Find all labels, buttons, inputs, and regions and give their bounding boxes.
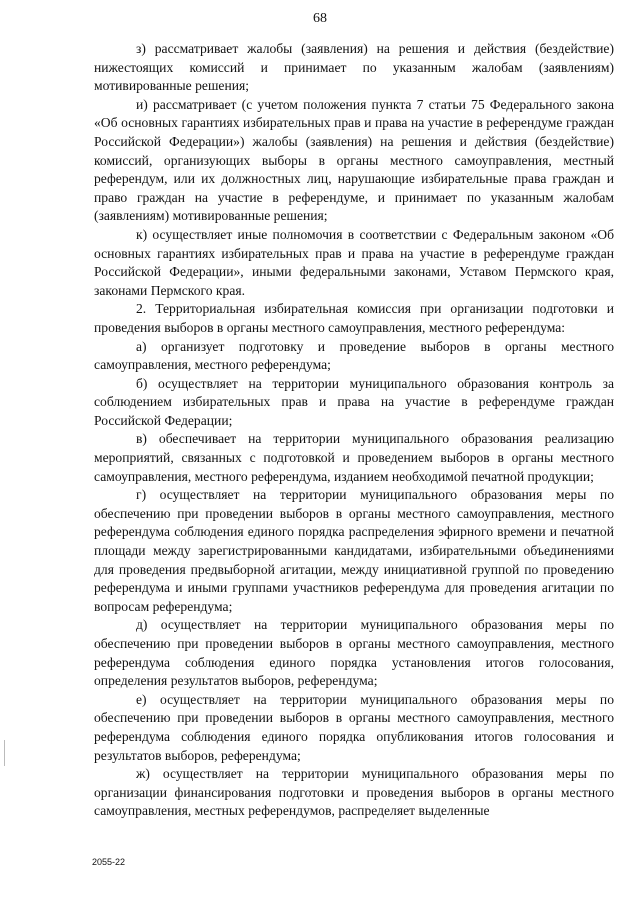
footer-document-code: 2055-22 [92,857,126,867]
paragraph-i: и) рассматривает (с учетом положения пункта 7 статьи 75 Федерального закона «Об основных гарантиях избирательных прав и права на участие в референдуме граждан Российской Федерации») жалобы (заявления) на решения и действия (бездействие) комиссий, организующих выборы в органы местного самоуправления, местный референдум, или их должностных лиц, нарушающие избирательные права граждан и право граждан на участие в референдуме, и принимает по указанным жалобам (заявлениям) мотивированные решения; [94,96,614,224]
scan-margin-mark [4,740,5,766]
paragraph-z: з) рассматривает жалобы (заявления) на решения и действия (бездействие) нижестоящих комиссий и принимает по указанным жалобам (заявлениям) мотивированные решения; [94,41,614,94]
paragraph-v: в) обеспечивает на территории муниципального образования реализацию мероприятий, связанных с подготовкой и проведением выборов в органы местного самоуправления, местного референдума, изданием необходимой печатной продукции; [94,431,614,484]
paragraph-b: б) осуществляет на территории муниципального образования контроль за соблюдением избирательных прав и права на участие в референдуме граждан Российской Федерации; [94,375,614,428]
paragraph-a: а) организует подготовку и проведение выборов в органы местного самоуправления, местного референдума; [94,338,614,373]
paragraph-section-2: 2. Территориальная избирательная комиссия при организации подготовки и проведения выборов в органы местного самоуправления, местного референдума: [94,301,614,335]
document-body [94,40,614,821]
paragraph-e: е) осуществляет на территории муниципального образования меры по обеспечению при проведении выборов в органы местного самоуправления, местного референдума соблюдения единого порядка опубликования итогов голосования и результатов выборов, референдума; [94,691,614,763]
page-number: 68 [313,11,327,26]
paragraph-k: к) осуществляет иные полномочия в соответствии с Федеральным законом «Об основных гарантиях избирательных прав и права на участие в референдуме граждан Российской Федерации», иными федеральными законами, Уставом Пермского края, законами Пермского края. [94,226,614,298]
paragraph-d: д) осуществляет на территории муниципального образования меры по обеспечению при проведении выборов в органы местного самоуправления, местного референдума соблюдения единого порядка установления итогов голосования, определения результатов выборов, референдума; [94,617,614,689]
paragraph-zh: ж) осуществляет на территории муниципального образования меры по организации финансирования подготовки и проведения выборов в органы местного самоуправления, местных референдумов, распределяет выделенные [94,766,614,819]
paragraph-g: г) осуществляет на территории муниципального образования меры по обеспечению при проведении выборов в органы местного самоуправления, местного референдума соблюдения единого порядка распределения эфирного времени и печатной площади между зарегистрированными кандидатами, избирательными объединениями для проведения предвыборной агитации, между инициативной группой по проведению референдума и иными группами участников референдума для проведения агитации по вопросам референдума; [94,487,614,614]
